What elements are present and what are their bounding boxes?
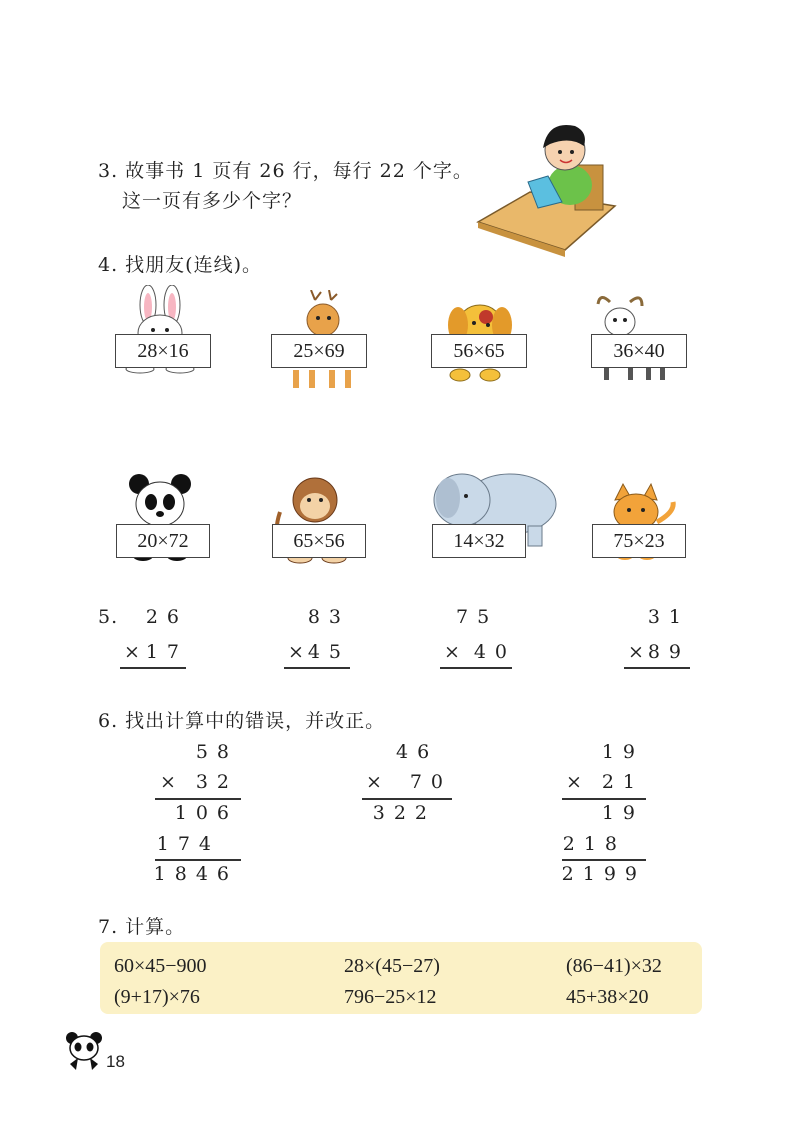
product: 322 [372,802,436,824]
expression-box[interactable]: 36×40 [591,334,687,368]
times-sign: × [366,771,382,793]
multiplicand: 83 [307,606,350,628]
q3-line2: 这一页有多少个字？ [122,190,303,212]
panda-footer-icon [64,1030,104,1072]
expression-box[interactable]: 28×16 [115,334,211,368]
partial-product-2: 218 [562,833,626,855]
underline [562,798,646,800]
times-sign: × [160,771,176,793]
expression-box[interactable]: 56×65 [431,334,527,368]
multiplier: 89 [647,641,690,663]
multiplier: 32 [195,771,238,793]
times-sign: × [628,641,644,663]
underline [562,859,646,861]
underline [624,667,690,669]
underline [155,859,241,861]
multiplicand: 46 [396,741,439,763]
multiplicand: 58 [195,741,238,763]
times-sign: × [566,771,582,793]
partial-product-1: 106 [174,802,238,824]
calc-expression: 796−25×12 [344,986,437,1008]
multiplier: 21 [601,771,644,793]
page-number: 18 [106,1052,125,1071]
multiplier: 70 [409,771,452,793]
underline [362,798,452,800]
multiplicand: 75 [456,606,499,628]
calc-expression: (86−41)×32 [566,955,662,977]
partial-product-1: 19 [601,802,644,824]
underline [120,667,186,669]
times-sign: × [124,641,140,663]
product: 2199 [561,863,646,885]
underline [440,667,512,669]
q5-label: 5. [98,606,119,628]
multiplier: 17 [145,641,188,663]
multiplicand: 19 [601,741,644,763]
multiplicand: 31 [647,606,690,628]
q7-title: 7. 计算。 [98,916,186,938]
q4-title: 4. 找朋友(连线)。 [98,254,262,276]
expression-box[interactable]: 14×32 [432,524,526,558]
calc-expression: 45+38×20 [566,986,649,1008]
underline [155,798,241,800]
expression-box[interactable]: 25×69 [271,334,367,368]
calc-expression: (9+17)×76 [114,986,200,1008]
multiplier: 40 [473,641,516,663]
boy-reading-illustration [470,110,620,260]
q6-title: 6. 找出计算中的错误，并改正。 [98,710,386,732]
times-sign: × [444,641,460,663]
product: 1846 [153,863,238,885]
multiplier: 45 [307,641,350,663]
partial-product-2: 174 [156,833,220,855]
expression-box[interactable]: 20×72 [116,524,210,558]
expression-box[interactable]: 65×56 [272,524,366,558]
expression-box[interactable]: 75×23 [592,524,686,558]
q3-line1: 3. 故事书 1 页有 26 行，每行 22 个字。 [98,160,473,182]
underline [284,667,350,669]
times-sign: × [288,641,304,663]
calc-expression: 28×(45−27) [344,955,440,977]
calc-expression: 60×45−900 [114,955,207,977]
multiplicand: 26 [145,606,188,628]
